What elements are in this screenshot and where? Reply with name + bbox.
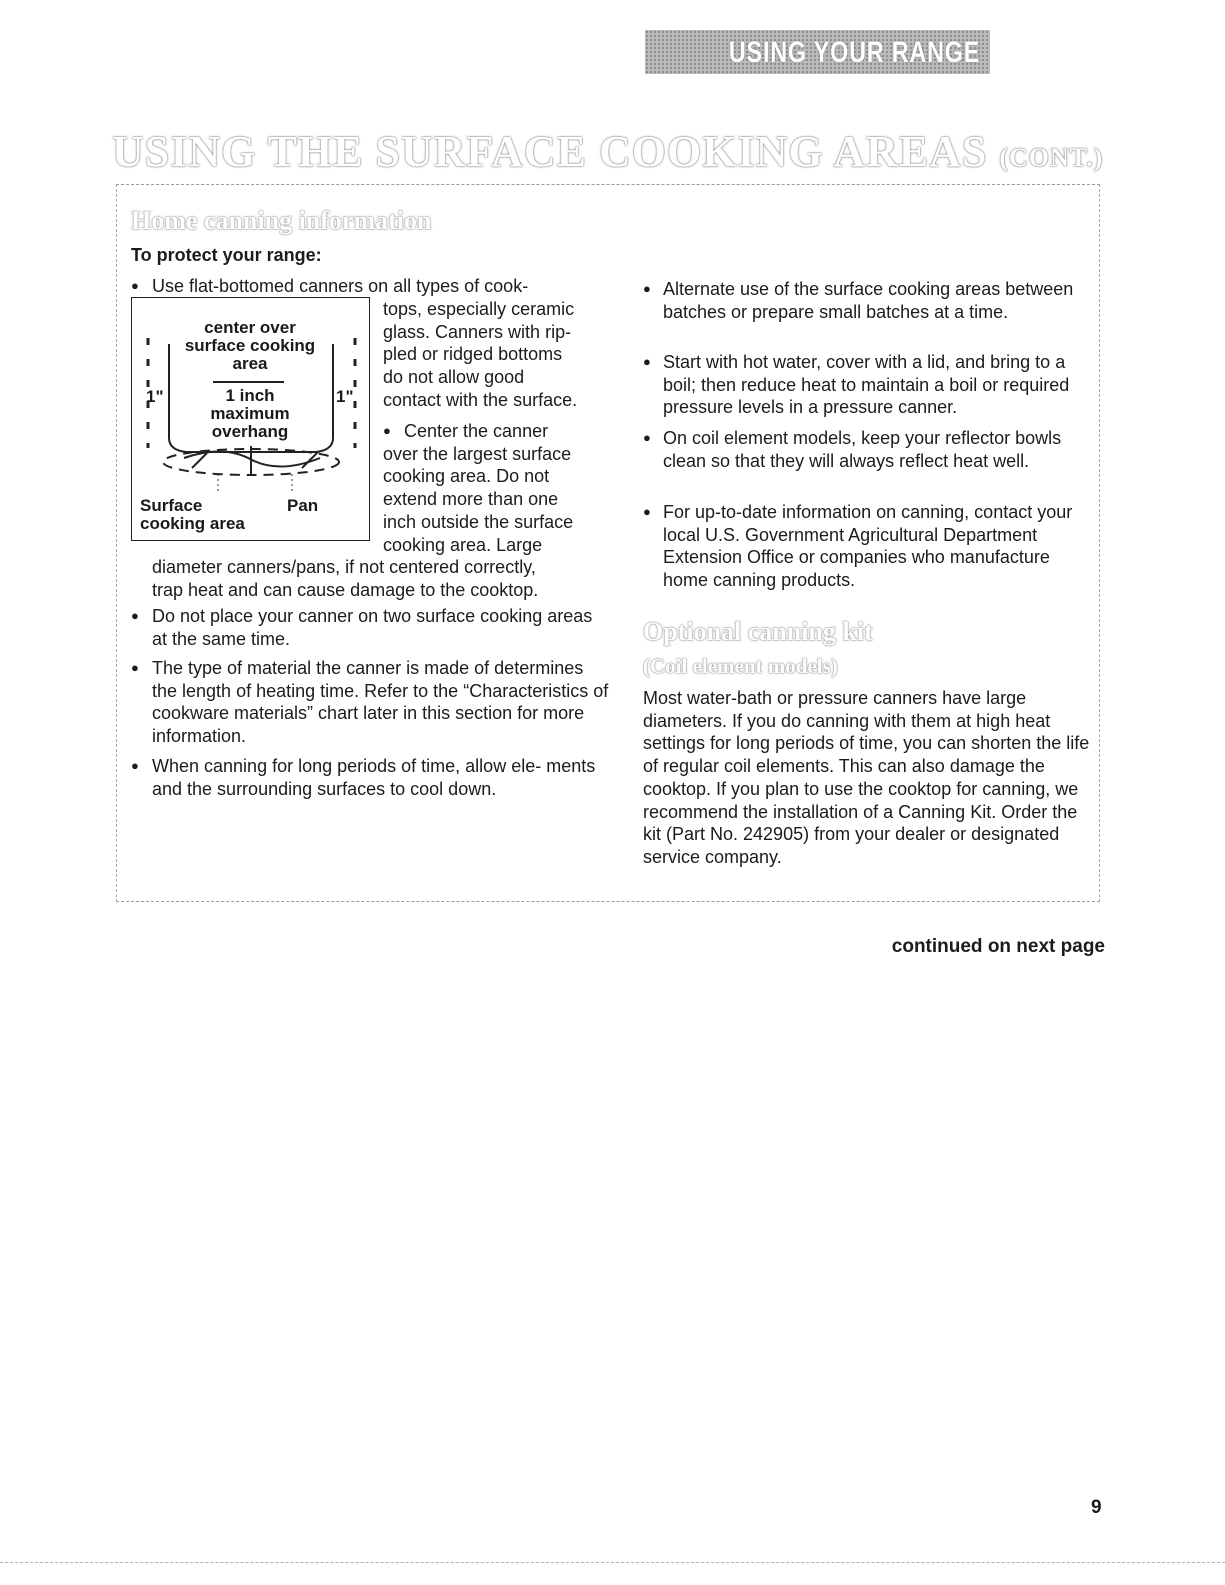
canning-tip-material: The type of material the canner is made of determines the length of heating time. Refer to the “Characteristics of cookware materials” chart later in this section for more information.	[152, 658, 609, 747]
protect-range-subheading: To protect your range:	[131, 245, 322, 265]
bullet-dot: ●	[131, 608, 139, 623]
bullet-dot: ●	[643, 354, 651, 369]
canning-tip-two-areas: Do not place your canner on two surface cooking areas at the same time.	[152, 606, 593, 649]
canning-tip-flat-bottomed-wrap	[383, 298, 613, 412]
text-line: do not allow good	[383, 367, 525, 388]
text-line: maximum	[210, 404, 290, 423]
bullet-dot: ●	[643, 281, 651, 296]
text-line: trap heat and can cause damage to the cooktop.	[152, 579, 539, 600]
bullet-dot: ●	[131, 278, 139, 293]
text-line: extend more than one	[383, 489, 559, 510]
text-line: cooking area. Large	[383, 534, 543, 555]
text-line: tops, especially ceramic	[383, 299, 575, 319]
page-title-main: USING THE SURFACE COOKING AREAS	[112, 127, 988, 176]
bullet-dot: ●	[131, 660, 139, 675]
canning-tip-reflector-bowls: On coil element models, keep your reflector bowls clean so that they will always reflect heat well.	[663, 428, 1062, 471]
text-line: area	[232, 354, 268, 373]
page-title-suffix: (CONT.)	[999, 143, 1104, 172]
text-line: Surface	[140, 496, 203, 515]
diagram-label-pan: Pan	[287, 496, 319, 515]
page-title	[112, 126, 1103, 177]
canning-tip-alternate: Alternate use of the surface cooking areas between batches or prepare small batches at a time.	[663, 279, 1074, 322]
optional-kit-subheading: (Coil element models)	[643, 654, 838, 678]
text-line: overhang	[211, 422, 289, 441]
text-line: over the largest surface	[383, 443, 572, 464]
text-line: surface cooking	[184, 336, 316, 355]
optional-kit-heading: Optional canning kit	[643, 617, 873, 646]
text-line: 1 inch	[225, 386, 275, 405]
text-line: diameter canners/pans, if not centered correctly,	[152, 557, 536, 577]
section-banner	[645, 30, 990, 74]
canning-tip-up-to-date-info: For up-to-date information on canning, contact your local U.S. Government Agricultural Department Extension Office or companies who manufacture home canning products.	[663, 502, 1073, 591]
diagram-label-left-inch: 1"	[146, 387, 164, 406]
text-line: cooking area	[140, 514, 245, 533]
bullet-dot: ●	[643, 430, 651, 445]
optional-kit-body: Most water-bath or pressure canners have large diameters. If you do canning with them at high heat settings for long periods of time, you can shorten the life of regular coil elements. This can also damage the cooktop. If you plan to use the cooktop for canning, we recommend the installation of a Canning Kit. Order the kit (Part No. 242905) from your dealer or designated service company.	[643, 688, 1090, 867]
text-line: glass. Canners with rip-	[383, 321, 572, 342]
bullet-dot: ●	[383, 423, 391, 438]
text-line: cooking area. Do not	[383, 466, 550, 487]
section-banner-label: USING YOUR RANGE	[728, 36, 980, 69]
diagram-label-center	[182, 319, 318, 373]
canning-tip-hot-water: Start with hot water, cover with a lid, and bring to a boil; then reduce heat to maintain a boil or required pressure levels in a pressure canner.	[663, 352, 1070, 418]
text-line: contact with the surface.	[383, 389, 578, 410]
page-bottom-rule	[0, 1562, 1225, 1563]
continued-note: continued on next page	[891, 936, 1105, 957]
canning-tip-flat-bottomed-line-1: Use flat-bottomed canners on all types of cook-	[152, 276, 529, 296]
bullet-dot: ●	[131, 758, 139, 773]
text-line: Center the canner	[404, 421, 549, 441]
page-number: 9	[1091, 1497, 1102, 1518]
canning-tip-center-canner-wrap	[383, 420, 613, 556]
text-line: inch outside the surface	[383, 511, 574, 532]
text-line: pled or ridged bottoms	[383, 344, 563, 365]
diagram-label-surface	[140, 497, 245, 533]
home-canning-heading: Home canning information	[131, 206, 432, 235]
bullet-dot: ●	[643, 504, 651, 519]
diagram-label-right-inch: 1"	[336, 387, 354, 406]
canner-overhang-diagram	[131, 297, 370, 541]
text-line: center over	[204, 318, 296, 337]
diagram-label-overhang	[192, 387, 308, 441]
canning-tip-cool-down: When canning for long periods of time, allow ele- ments and the surrounding surfaces to cool down.	[152, 756, 596, 799]
canning-tip-center-canner-tail	[152, 556, 612, 601]
